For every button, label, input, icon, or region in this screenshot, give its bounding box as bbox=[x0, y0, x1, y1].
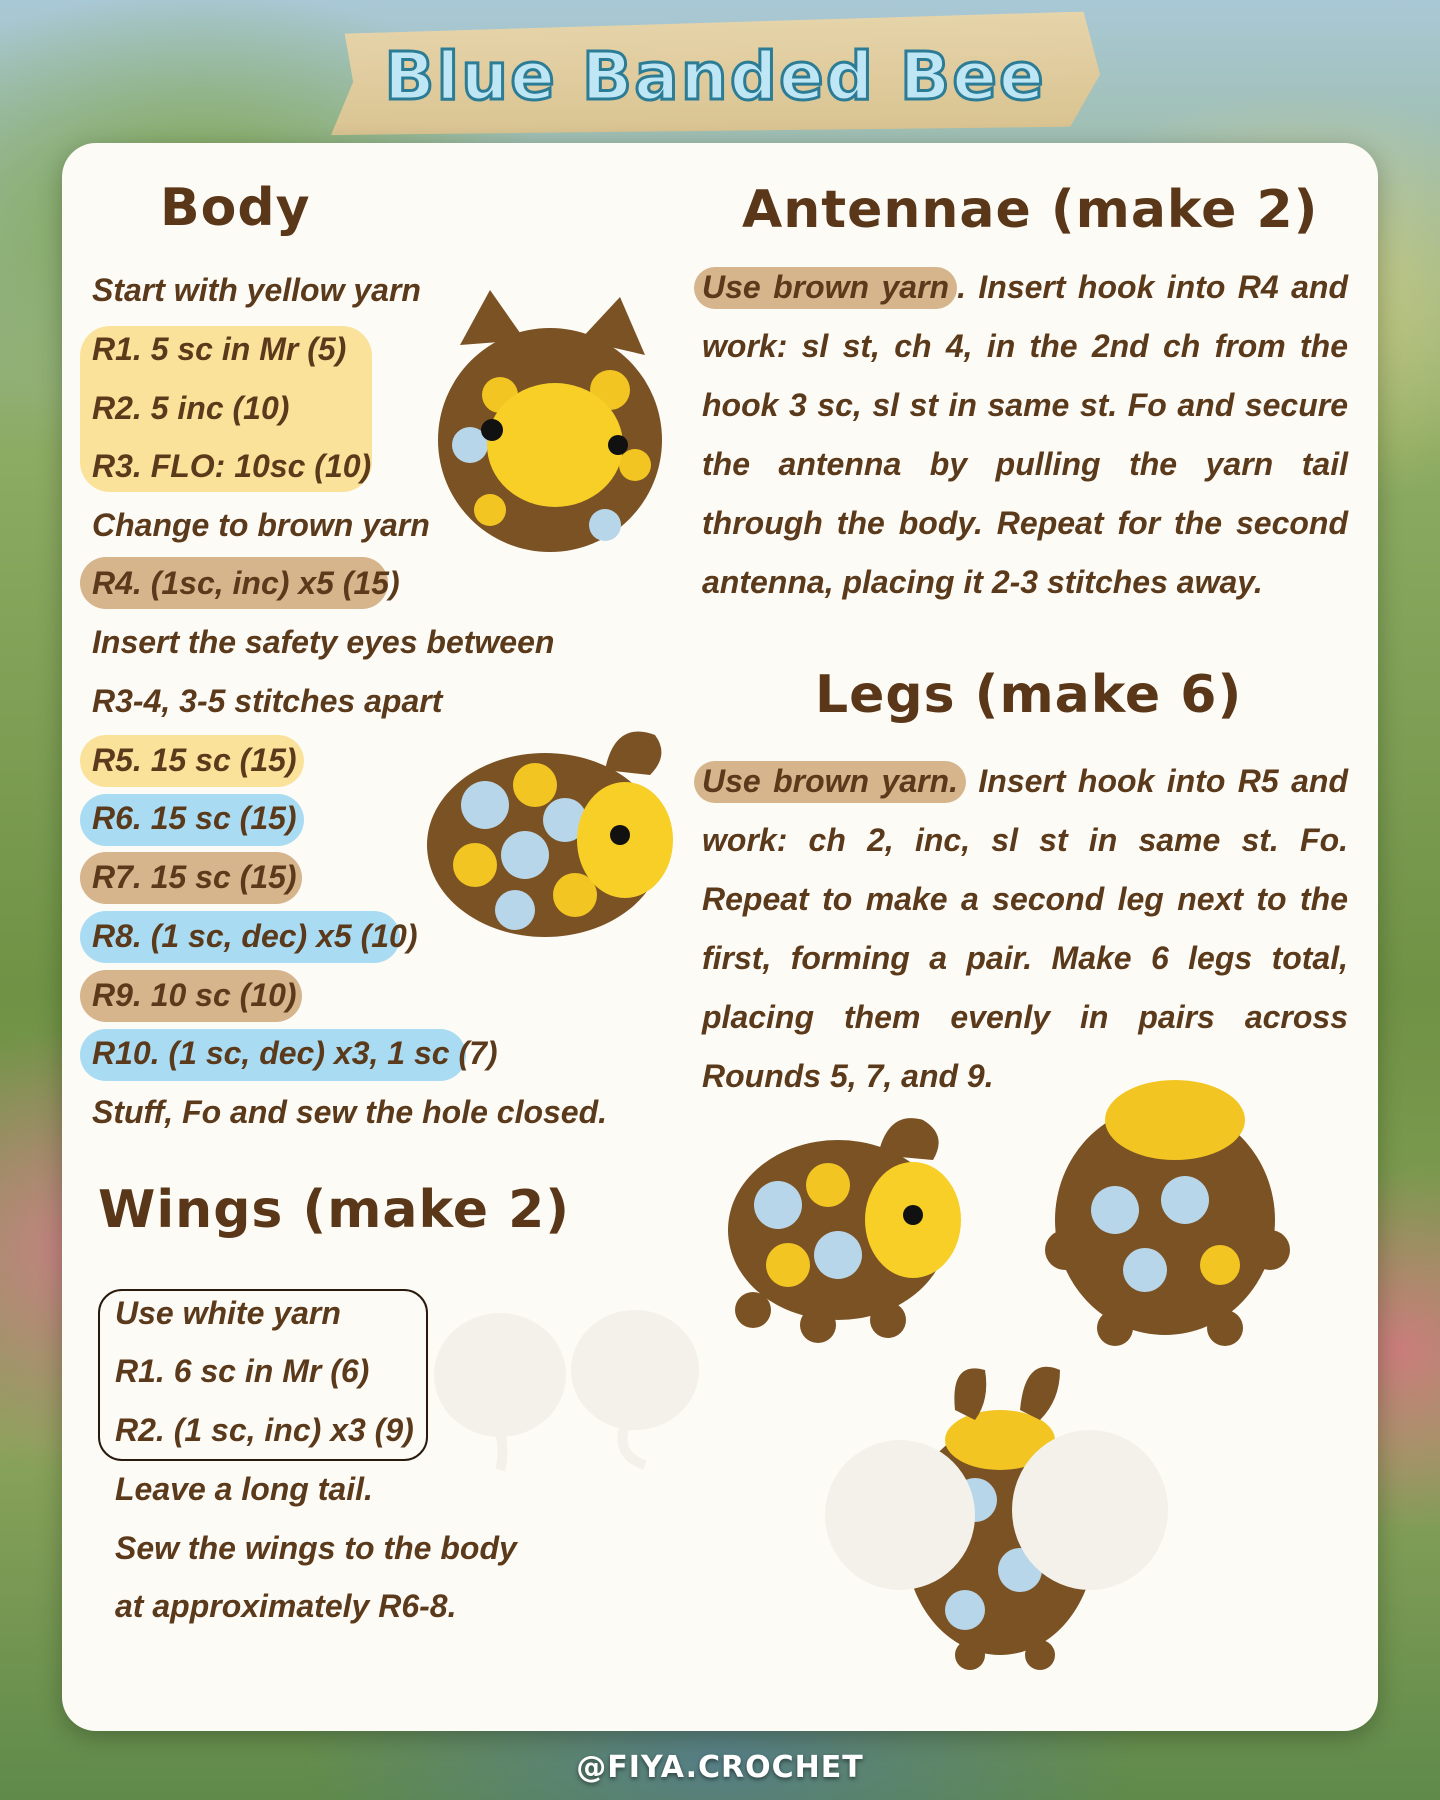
body-line: Stuff, Fo and sew the hole closed. bbox=[92, 1094, 608, 1130]
wings-line: Use white yarn bbox=[115, 1295, 341, 1331]
wings-line: R1. 6 sc in Mr (6) bbox=[115, 1353, 370, 1389]
antennae-instructions bbox=[702, 258, 1348, 612]
body-line: R9. 10 sc (10) bbox=[92, 977, 297, 1013]
body-line: R4. (1sc, inc) x5 (15) bbox=[92, 565, 400, 601]
body-line: Change to brown yarn bbox=[92, 507, 430, 543]
wings-line: at approximately R6-8. bbox=[115, 1588, 457, 1624]
wings-line: Leave a long tail. bbox=[115, 1471, 373, 1507]
bee-front-photo bbox=[430, 285, 670, 565]
footer-credit: @FIYA.CROCHET bbox=[576, 1750, 864, 1785]
antennae-yarn-highlight: Use brown yarn bbox=[694, 267, 957, 309]
antennae-text: . Insert hook into R4 and work: sl st, ch 4, in the 2nd ch from the hook 3 sc, sl st in same st. Fo and secure the antenna by pulling the yarn tail through the body. Repeat for the second antenna, placing it 2-3 stitches away. bbox=[702, 269, 1349, 600]
antennae-heading: Antennae (make 2) bbox=[742, 180, 1319, 240]
legs-yarn-highlight: Use brown yarn. bbox=[694, 761, 966, 803]
bee-legs-back-photo bbox=[1035, 1070, 1300, 1350]
body-line: R3. FLO: 10sc (10) bbox=[92, 448, 372, 484]
body-line: R3-4, 3-5 stitches apart bbox=[92, 683, 443, 719]
body-heading: Body bbox=[160, 178, 311, 238]
body-line: R2. 5 inc (10) bbox=[92, 390, 290, 426]
wings-line: R2. (1 sc, inc) x3 (9) bbox=[115, 1412, 414, 1448]
body-line: Start with yellow yarn bbox=[92, 272, 421, 308]
body-line: R10. (1 sc, dec) x3, 1 sc (7) bbox=[92, 1035, 498, 1071]
body-line: Insert the safety eyes between bbox=[92, 624, 555, 660]
body-line: R6. 15 sc (15) bbox=[92, 800, 297, 836]
bee-legs-side-photo bbox=[718, 1105, 978, 1345]
wings-photo bbox=[430, 1305, 710, 1475]
wings-heading: Wings (make 2) bbox=[98, 1180, 571, 1240]
legs-text: Insert hook into R5 and work: ch 2, inc, sl st in same st. Fo. Repeat to make a second leg next to the first, forming a pair. Make 6 legs total, placing them evenly in pairs across Rounds 5, 7, and 9. bbox=[702, 763, 1349, 1094]
legs-instructions bbox=[702, 752, 1348, 1106]
legs-heading: Legs (make 6) bbox=[815, 665, 1243, 725]
page-title: Blue Banded Bee bbox=[384, 38, 1046, 115]
wings-line: Sew the wings to the body bbox=[115, 1530, 517, 1566]
body-line: R1. 5 sc in Mr (5) bbox=[92, 331, 347, 367]
bee-wings-photo bbox=[825, 1350, 1170, 1670]
body-line: R8. (1 sc, dec) x5 (10) bbox=[92, 918, 418, 954]
body-line: R7. 15 sc (15) bbox=[92, 859, 297, 895]
body-line: R5. 15 sc (15) bbox=[92, 742, 297, 778]
bee-side-photo bbox=[415, 715, 685, 945]
